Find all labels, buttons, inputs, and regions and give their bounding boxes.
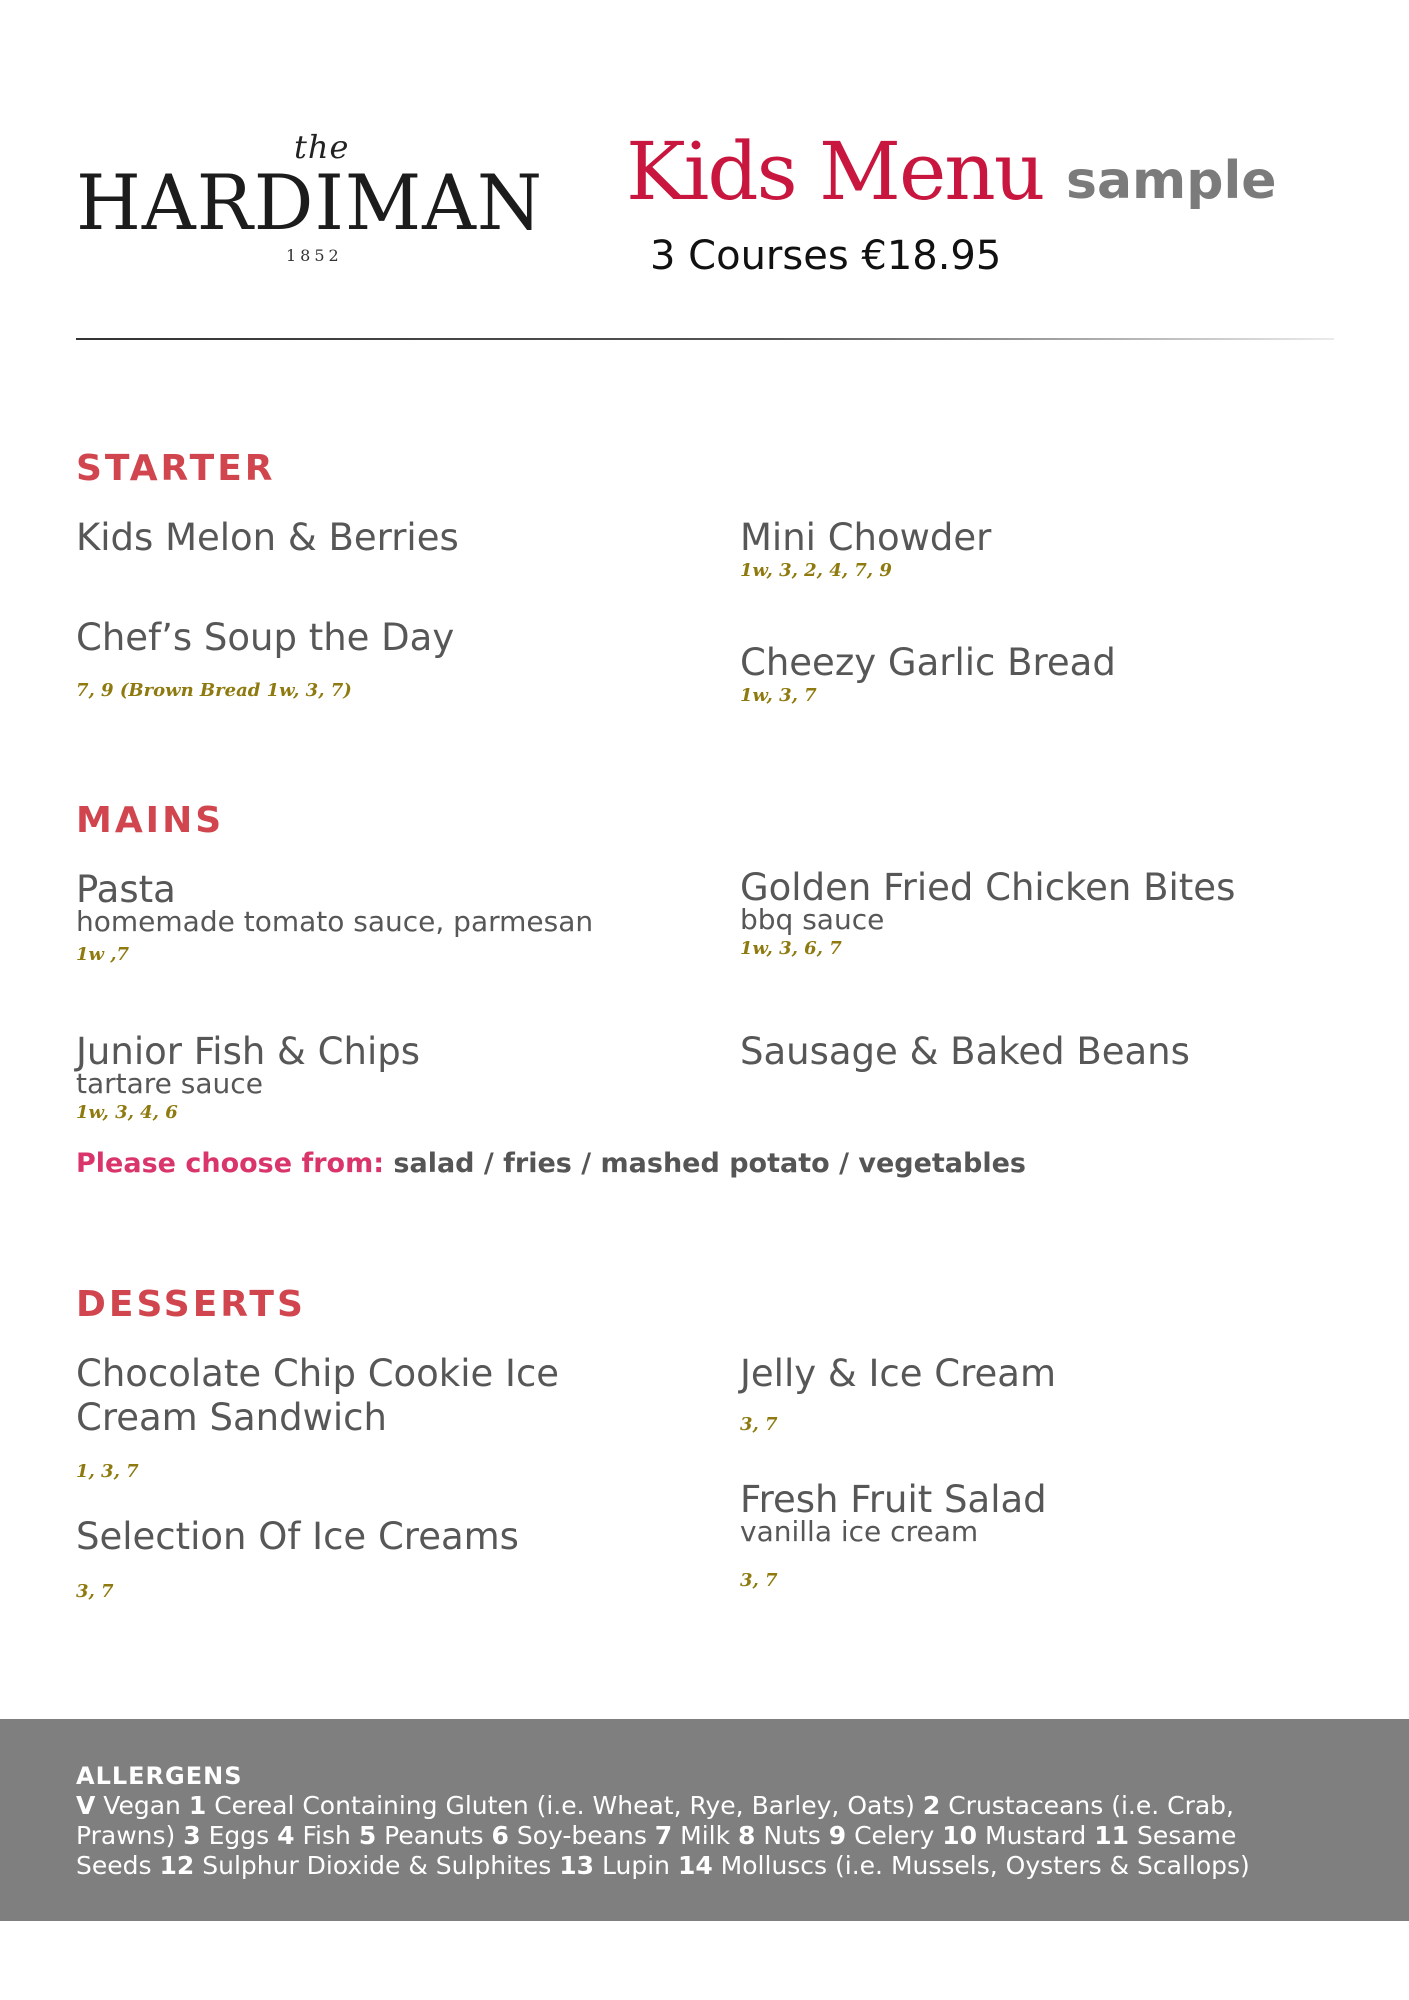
allergen-label: Sulphur Dioxide & Sulphites xyxy=(194,1850,560,1880)
menu-item xyxy=(740,1352,1340,1434)
allergen-label: Eggs xyxy=(200,1820,278,1850)
item-allergens: 3, 7 xyxy=(740,1414,778,1436)
item-allergens: 1w, 3, 4, 6 xyxy=(76,1102,178,1124)
allergen-code: 1 xyxy=(188,1790,207,1820)
item-allergens: 1w, 3, 2, 4, 7, 9 xyxy=(740,560,892,582)
item-name: Selection Of Ice Creams xyxy=(76,1515,519,1558)
allergen-code: 13 xyxy=(559,1850,595,1880)
menu-item xyxy=(740,866,1340,958)
item-allergens: 7, 9 (Brown Bread 1w, 3, 7) xyxy=(76,680,352,702)
item-allergens: 1w, 3, 6, 7 xyxy=(740,938,842,960)
allergen-label: Mustard xyxy=(977,1820,1095,1850)
item-description: homemade tomato sauce, parmesan xyxy=(76,905,594,939)
allergen-code: 3 xyxy=(183,1820,201,1850)
item-name: Junior Fish & Chips xyxy=(76,1030,421,1073)
allergen-label: Milk xyxy=(672,1820,739,1850)
menu-item xyxy=(76,516,676,560)
item-allergens: 3, 7 xyxy=(76,1581,114,1603)
menu-item xyxy=(740,1030,1340,1074)
item-name: Kids Melon & Berries xyxy=(76,516,459,559)
menu-item xyxy=(76,1515,676,1601)
allergen-code: 2 xyxy=(922,1790,941,1820)
section-heading-starter: STARTER xyxy=(76,448,276,489)
allergen-code: 7 xyxy=(654,1820,673,1850)
section-heading-mains: MAINS xyxy=(76,800,225,841)
item-allergens: 1w ,7 xyxy=(76,944,130,966)
item-name: Cheezy Garlic Bread xyxy=(740,641,1116,684)
allergens-list xyxy=(76,1791,1256,1881)
menu-item xyxy=(740,641,1340,705)
allergen-code: 14 xyxy=(677,1850,713,1880)
allergen-label: Crustaceans (i.e. Crab, Prawns) xyxy=(76,1790,1234,1850)
allergen-label: Molluscs (i.e. Mussels, Oysters & Scallops) xyxy=(712,1850,1250,1880)
allergen-label: Sesame Seeds xyxy=(76,1820,1237,1880)
allergen-label: Lupin xyxy=(594,1850,678,1880)
allergen-label: Soy-beans xyxy=(508,1820,655,1850)
item-name: Sausage & Baked Beans xyxy=(740,1030,1190,1073)
allergens-footer xyxy=(0,1719,1409,1921)
allergen-code: 8 xyxy=(738,1820,756,1850)
menu-item xyxy=(76,1352,636,1481)
item-name: Mini Chowder xyxy=(740,516,992,559)
allergen-code: V xyxy=(76,1790,96,1820)
item-name: Chef’s Soup the Day xyxy=(76,616,455,659)
allergen-label: Fish xyxy=(294,1820,359,1850)
allergen-label: Cereal Containing Gluten (i.e. Wheat, Rye, Barley, Oats) xyxy=(206,1790,923,1820)
allergens-heading: ALLERGENS xyxy=(76,1762,243,1790)
item-description: bbq sauce xyxy=(740,903,885,937)
allergen-label: Vegan xyxy=(95,1790,189,1820)
menu-title: Kids Menu xyxy=(626,125,1044,218)
item-name: Fresh Fruit Salad xyxy=(740,1478,1047,1521)
item-name: Golden Fried Chicken Bites xyxy=(740,866,1236,909)
sample-tag: sample xyxy=(1066,151,1277,211)
allergen-code: 10 xyxy=(942,1820,978,1850)
choose-options: salad / fries / mashed potato / vegetables xyxy=(393,1148,1026,1179)
item-name: Jelly & Ice Cream xyxy=(740,1352,1056,1395)
menu-item xyxy=(740,516,1340,580)
choose-label: Please choose from: xyxy=(76,1148,385,1179)
allergen-code: 4 xyxy=(277,1820,295,1850)
side-choice-note xyxy=(76,1150,1026,1177)
allergen-label: Peanuts xyxy=(376,1820,492,1850)
logo-the: the xyxy=(294,128,350,166)
allergen-label: Nuts xyxy=(755,1820,829,1850)
logo-name: HARDIMAN xyxy=(76,158,544,247)
menu-item xyxy=(76,1030,676,1122)
item-description: tartare sauce xyxy=(76,1067,263,1101)
item-description: vanilla ice cream xyxy=(740,1515,979,1549)
item-allergens: 1, 3, 7 xyxy=(76,1460,139,1482)
hardiman-logo xyxy=(76,128,556,268)
allergen-code: 11 xyxy=(1094,1820,1130,1850)
section-heading-desserts: DESSERTS xyxy=(76,1284,306,1325)
item-name: Pasta xyxy=(76,868,176,911)
allergen-label: Celery xyxy=(846,1820,943,1850)
menu-item xyxy=(740,1478,1340,1590)
menu-price: 3 Courses €18.95 xyxy=(650,233,1002,279)
item-allergens: 1w, 3, 7 xyxy=(740,685,817,707)
menu-item xyxy=(76,616,676,700)
allergen-code: 6 xyxy=(491,1820,509,1850)
header-divider xyxy=(76,338,1334,340)
item-name: Chocolate Chip Cookie Ice Cream Sandwich xyxy=(76,1352,560,1440)
allergen-code: 5 xyxy=(358,1820,377,1850)
allergen-code: 12 xyxy=(159,1850,195,1880)
menu-item xyxy=(76,868,676,964)
item-allergens: 3, 7 xyxy=(740,1570,778,1592)
allergen-code: 9 xyxy=(828,1820,847,1850)
logo-year: 1852 xyxy=(286,246,343,265)
